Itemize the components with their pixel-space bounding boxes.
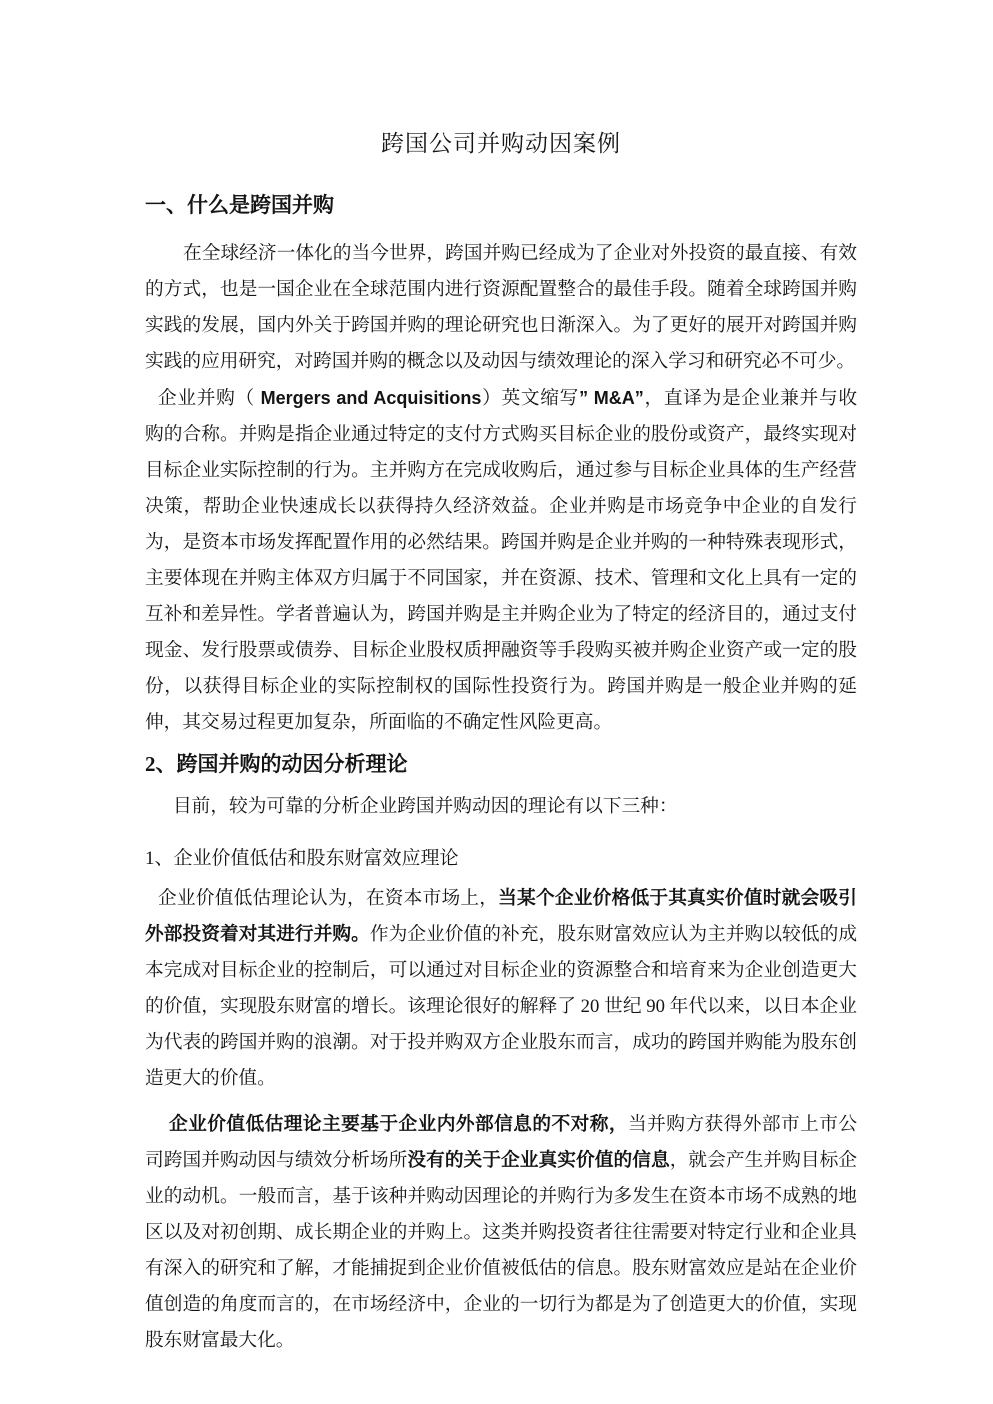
text-run: ，直译为是企业兼并与收购的合称。并购是指企业通过特定的支付方式购买目标企业的股份或资产，最终实现对目标企业实际控制的行为。主并购方在完成收购后，通过参与目标企业具体的生产经营决策，帮助企业快速成长以获得持久经济效益。企业并购是市场竞争中企业的自发行为，是资本市场发挥配置作用的必然结果。跨国并购是企业并购的一种特殊表现形式，主要体现在并购主体双方归属于不同国家，并在资源、技术、管理和文化上具有一定的互补和差异性。学者普遍认为，跨国并购是主并购企业为了特定的经济目的，通过支付现金、发行股票或债券、目标企业股权质押融资等手段购买被并购企业资产或一定的股份，以获得目标企业的实际控制权的国际性投资行为。跨国并购是一般企业并购的延伸，其交易过程更加复杂，所面临的不确定性风险更高。 (145, 388, 858, 733)
text-run: ，就会产生并购目标企业的动机。一般而言，基于该种并购动因理论的并购行为多发生在资本市场不成熟的地区以及对初创期、成长期企业的并购上。这类并购投资者往往需要对特定行业和企业具有深入的研究和了解，才能捕捉到企业价值被低估的信息。股东财富效应是站在企业价值创造的角度而言的，在市场经济中，企业的一切行为都是为了创造更大的价值，实现股东财富最大化。 (145, 1150, 858, 1351)
text-run: 作为企业价值的补充，股东财富效应认为主并购以较低的成本完成对目标企业的控制后，可以通过对目标企业的资源整合和培育来为企业创造更大的价值，实现股东财富的增长。该理论很好的解释了 20 世纪 90 年代以来，以日本企业为代表的跨国并购的浪潮。对于投并购双方企业股东而言，成功的跨国并购能为股东创造更大的价值。 (145, 924, 858, 1089)
section1-heading: 一、什么是跨国并购 (145, 193, 334, 217)
text-run: ）英文缩写 (481, 388, 580, 409)
text-run: 企业价值低估理论认为，在资本市场上， (158, 888, 499, 909)
document-content (145, 128, 857, 1359)
section2-heading: 2、跨国并购的动因分析理论 (145, 752, 408, 776)
paragraph-3 (145, 881, 857, 1097)
text-run-english: Mergers and Acquisitions (254, 388, 482, 408)
subheading-1: 1、企业价值低估和股东财富效应理论 (145, 848, 459, 869)
paragraph-1: 在全球经济一体化的当今世界，跨国并购已经成为了企业对外投资的最直接、有效的方式，也是一国企业在全球范围内进行资源配置整合的最佳手段。随着全球跨国并购实践的发展，国内外关于跨国并购的理论研究也日渐深入。为了更好的展开对跨国并购实践的应用研究，对跨国并购的概念以及动因与绩效理论的深入学习和研究必不可少。 (145, 243, 857, 372)
text-run-english: ” M&A” (579, 388, 644, 408)
paragraph-4 (145, 1107, 857, 1359)
section2-intro: 目前，较为可靠的分析企业跨国并购动因的理论有以下三种： (173, 796, 678, 817)
text-run-bold: 没有的关于企业真实价值的信息 (407, 1150, 670, 1171)
text-run-bold: 当某个企业价格低于其真实价值时就会吸引外部投资着对其进行并购。 (145, 888, 857, 945)
text-run: 当并购方获得外部市上市公司跨国并购动因与绩效分析场所 (145, 1114, 858, 1171)
text-run: 企业并购（ (158, 388, 255, 409)
document-title: 跨国公司并购动因案例 (381, 131, 621, 156)
paragraph-2 (145, 380, 857, 741)
text-run-bold: 企业价值低估理论主要基于企业内外部信息的不对称， (169, 1114, 628, 1135)
